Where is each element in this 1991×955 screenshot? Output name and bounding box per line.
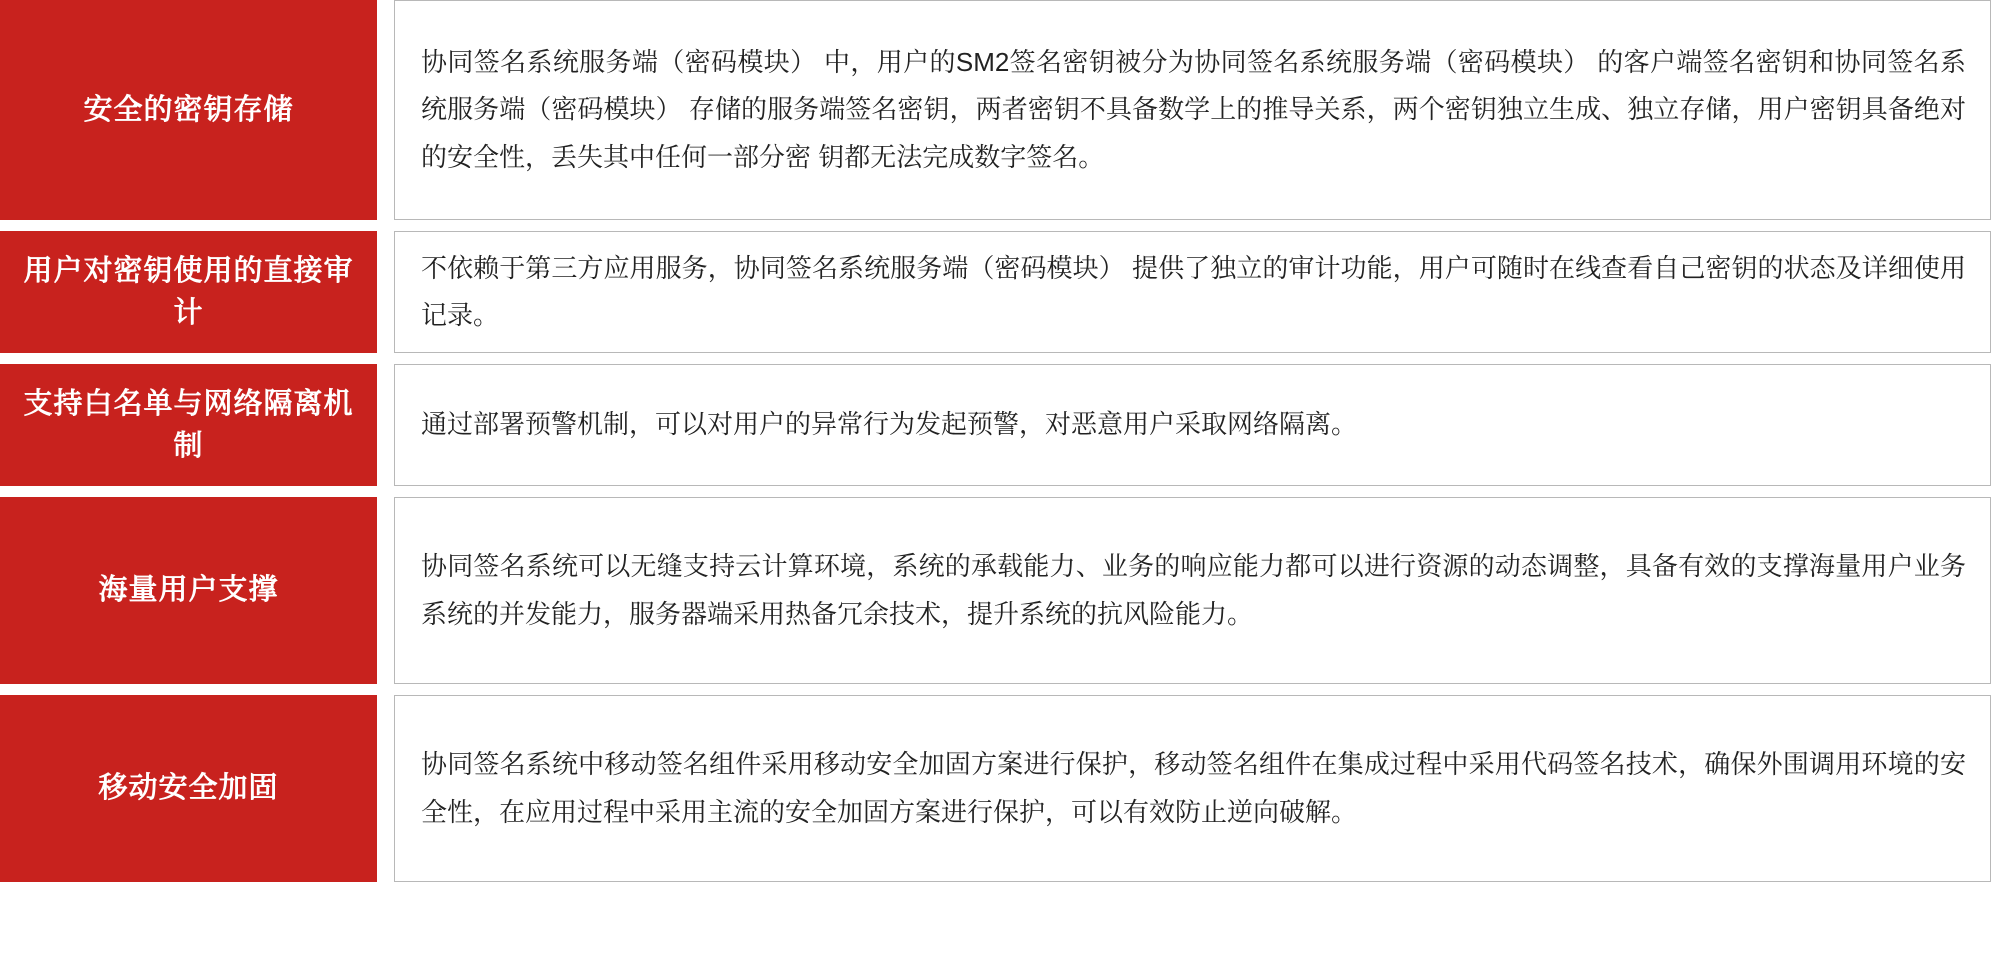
table-row bbox=[0, 695, 1991, 882]
feature-label-text: 支持白名单与网络隔离机制 bbox=[23, 387, 354, 462]
feature-description-cell bbox=[394, 695, 1991, 882]
feature-label-cell bbox=[0, 364, 377, 486]
feature-label-cell bbox=[0, 497, 377, 684]
feature-label-text: 用户对密钥使用的直接审计 bbox=[23, 254, 354, 329]
row-gap bbox=[377, 231, 394, 353]
feature-label-cell bbox=[0, 0, 377, 220]
feature-description-text: 协同签名系统中移动签名组件采用移动安全加固方案进行保护，移动签名组件在集成过程中采用代码签名技术，确保外围调用环境的安全性，在应用过程中采用主流的安全加固方案进行保护，可以有效防止逆向破解。 bbox=[421, 749, 1966, 827]
table-row bbox=[0, 497, 1991, 684]
feature-description-text: 协同签名系统可以无缝支持云计算环境，系统的承载能力、业务的响应能力都可以进行资源的动态调整，具备有效的支撑海量用户业务系统的并发能力，服务器端采用热备冗余技术，提升系统的抗风险能力。 bbox=[421, 551, 1966, 629]
table-row bbox=[0, 0, 1991, 220]
feature-description-text: 不依赖于第三方应用服务，协同签名系统服务端（密码模块） 提供了独立的审计功能，用户可随时在线查看自己密钥的状态及详细使用记录。 bbox=[421, 252, 1966, 330]
feature-description-cell bbox=[394, 364, 1991, 486]
feature-label-text: 移动安全加固 bbox=[98, 772, 279, 805]
feature-description-cell bbox=[394, 231, 1991, 353]
feature-description-cell bbox=[394, 0, 1991, 220]
feature-label-text: 海量用户支撑 bbox=[98, 574, 279, 607]
feature-label-text: 安全的密钥存储 bbox=[83, 93, 294, 126]
table-row bbox=[0, 364, 1991, 486]
feature-label-cell bbox=[0, 695, 377, 882]
feature-label-cell bbox=[0, 231, 377, 353]
table-row bbox=[0, 231, 1991, 353]
row-gap bbox=[377, 695, 394, 882]
row-gap bbox=[377, 497, 394, 684]
feature-description-cell bbox=[394, 497, 1991, 684]
feature-description-text: 通过部署预警机制，可以对用户的异常行为发起预警，对恶意用户采取网络隔离。 bbox=[421, 409, 1358, 440]
row-gap bbox=[377, 0, 394, 220]
feature-description-text: 协同签名系统服务端（密码模块） 中，用户的SM2签名密钥被分为协同签名系统服务端（密码模块） 的客户端签名密钥和协同签名系统服务端（密码模块） 存储的服务端签名密钥，两者密钥不具备数学上的推导关系，两个密钥独立生成、独立存储，用户密钥具备绝对的安全性，丢失其中任何一部分密 钥都无法完成数字签名。 bbox=[421, 47, 1966, 172]
row-gap bbox=[377, 364, 394, 486]
